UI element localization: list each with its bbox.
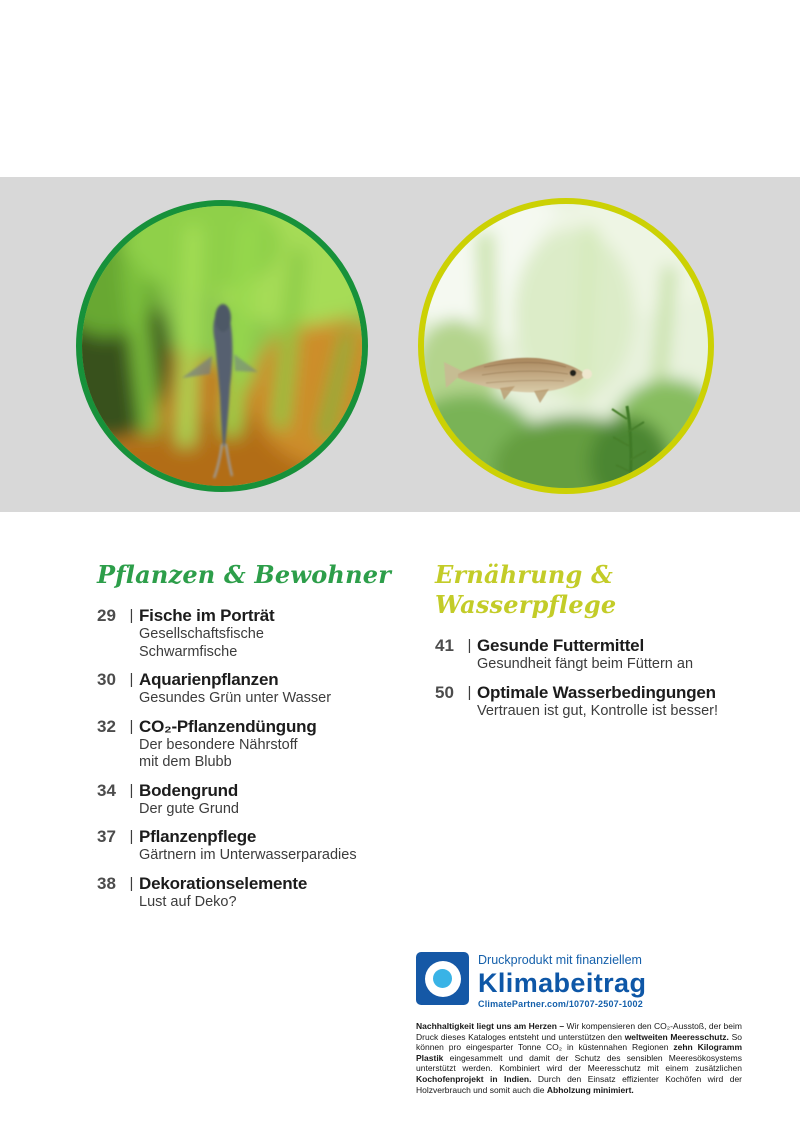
toc-entry-separator: | [129,671,134,688]
toc-entry [97,781,407,819]
toc-entry-title: Fische im Porträt [139,606,275,625]
toc-entry-subtitle-line: Der besondere Nährstoff [139,736,298,753]
toc-entries-care [435,636,765,720]
fineprint-segment: Wir kompensieren den CO₂-Ausstoß, der beim Druck dieses Kataloges entsteht und unterstützen den [416,1021,742,1042]
toc-entry-subtitle-line: Der gute Grund [139,800,239,817]
toc-entry-body [139,717,407,772]
photo-banner [0,177,800,512]
fineprint-bold-segment: Abholzung minimiert. [546,1084,634,1095]
toc-entry-separator: | [129,874,134,892]
left-fish-photo-art [82,206,362,486]
toc-entry-body [477,683,765,721]
toc-entry-separator: | [467,637,472,654]
toc-entry-title: Aquarienpflanzen [139,670,279,689]
toc-entry-separator: | [129,607,134,624]
toc-entry-separator: | [129,781,134,799]
toc-entry-page-number: 41 [435,636,454,655]
toc-entry-title: CO₂-Pflanzendüngung [139,716,317,736]
toc-entry [97,717,407,772]
climate-contribution-block [416,952,746,1095]
toc-entry-subtitle-line: Gesundheit fängt beim Füttern an [477,656,694,672]
toc-entry-subtitle-line: Lust auf Deko? [139,893,237,910]
fineprint-segment: So können pro eingesparter Tonne CO₂ in küstennahen Regionen [416,1031,742,1053]
right-fish-photo-art [424,204,708,488]
toc-entry-title: Dekorationselemente [139,873,308,893]
fineprint-bold-segment: zehn Kilogramm Plastik [416,1042,742,1063]
toc-entry [97,606,407,661]
toc-entry-separator: | [129,717,134,735]
toc-entry-title: Gesunde Futtermittel [477,636,644,655]
toc-entry-separator: | [129,828,134,845]
toc-entry-body [139,827,407,865]
toc-entry-subtitle-line: Schwarmfische [139,643,238,660]
toc-column-care [435,560,765,729]
toc-heading-plants: Pflanzen & Bewohner [97,560,392,589]
fineprint-bold-segment: Kochofenprojekt in Indien. [416,1073,532,1084]
sustainability-fineprint [416,1021,742,1095]
toc-heading-care: Ernährung & Wasserpflege [435,560,617,619]
toc-entry-body [139,874,407,912]
toc-entry-separator: | [467,683,472,701]
toc-entry-subtitle-line: Gesellschaftsfische [139,626,264,642]
toc-entry-body [139,670,407,708]
toc-entry-subtitle-line: Vertrauen ist gut, Kontrolle ist besser! [477,702,718,719]
toc-entry-body [139,606,407,661]
climate-partner-url: ClimatePartner.com/10707-2507-1002 [478,999,643,1009]
toc-entry-subtitle-line: mit dem Blubb [139,754,232,770]
toc-entry-body [477,636,765,674]
toc-entry-page-number: 32 [97,716,116,736]
toc-entries-plants [97,606,407,911]
climate-partner-logo-icon [416,952,469,1005]
fineprint-bold-segment: weltweiten Meeresschutz. [624,1031,729,1042]
climate-partner-ring-icon [425,961,461,997]
toc-entry-page-number: 38 [97,873,116,893]
toc-entry [97,874,407,912]
toc-entry-title: Bodengrund [139,780,239,800]
fineprint-segment: Durch den Einsatz effizienter Kochöfen wird der Holzverbrauch und somit auch die [416,1073,742,1095]
climate-logo-row [416,952,746,1010]
toc-entry-subtitle-line: Gesundes Grün unter Wasser [139,690,332,706]
toc-entry-page-number: 30 [97,670,116,689]
fineprint-segment: eingesammelt und damit der Schutz des sensiblen Meeresökosystems unterstützt werden. Kombiniert wird der Meeresschutz mit einem zusätzlichen [416,1052,742,1074]
climate-title: Klimabeitrag [478,968,647,998]
toc-column-plants [97,560,407,920]
toc-entry-body [139,781,407,819]
climate-logo-text [478,952,646,1010]
toc-entry-page-number: 29 [97,606,116,625]
toc-entry [97,827,407,865]
toc-entry [435,636,765,674]
toc-entry-page-number: 50 [435,682,454,702]
climate-partner-dot-icon [433,969,452,988]
toc-entry-page-number: 37 [97,827,116,846]
climate-tagline: Druckprodukt mit finanziellem [478,953,642,967]
right-fish-photo [418,198,714,494]
toc-entry-page-number: 34 [97,780,116,800]
toc-entry [97,670,407,708]
fineprint-bold-segment: Nachhaltigkeit liegt uns am Herzen – [416,1021,567,1031]
left-fish-photo [76,200,368,492]
toc-entry [435,683,765,721]
toc-entry-title: Optimale Wasserbedingungen [477,682,716,702]
toc-entry-title: Pflanzenpflege [139,827,257,846]
toc-entry-subtitle-line: Gärtnern im Unterwasserparadies [139,847,357,863]
